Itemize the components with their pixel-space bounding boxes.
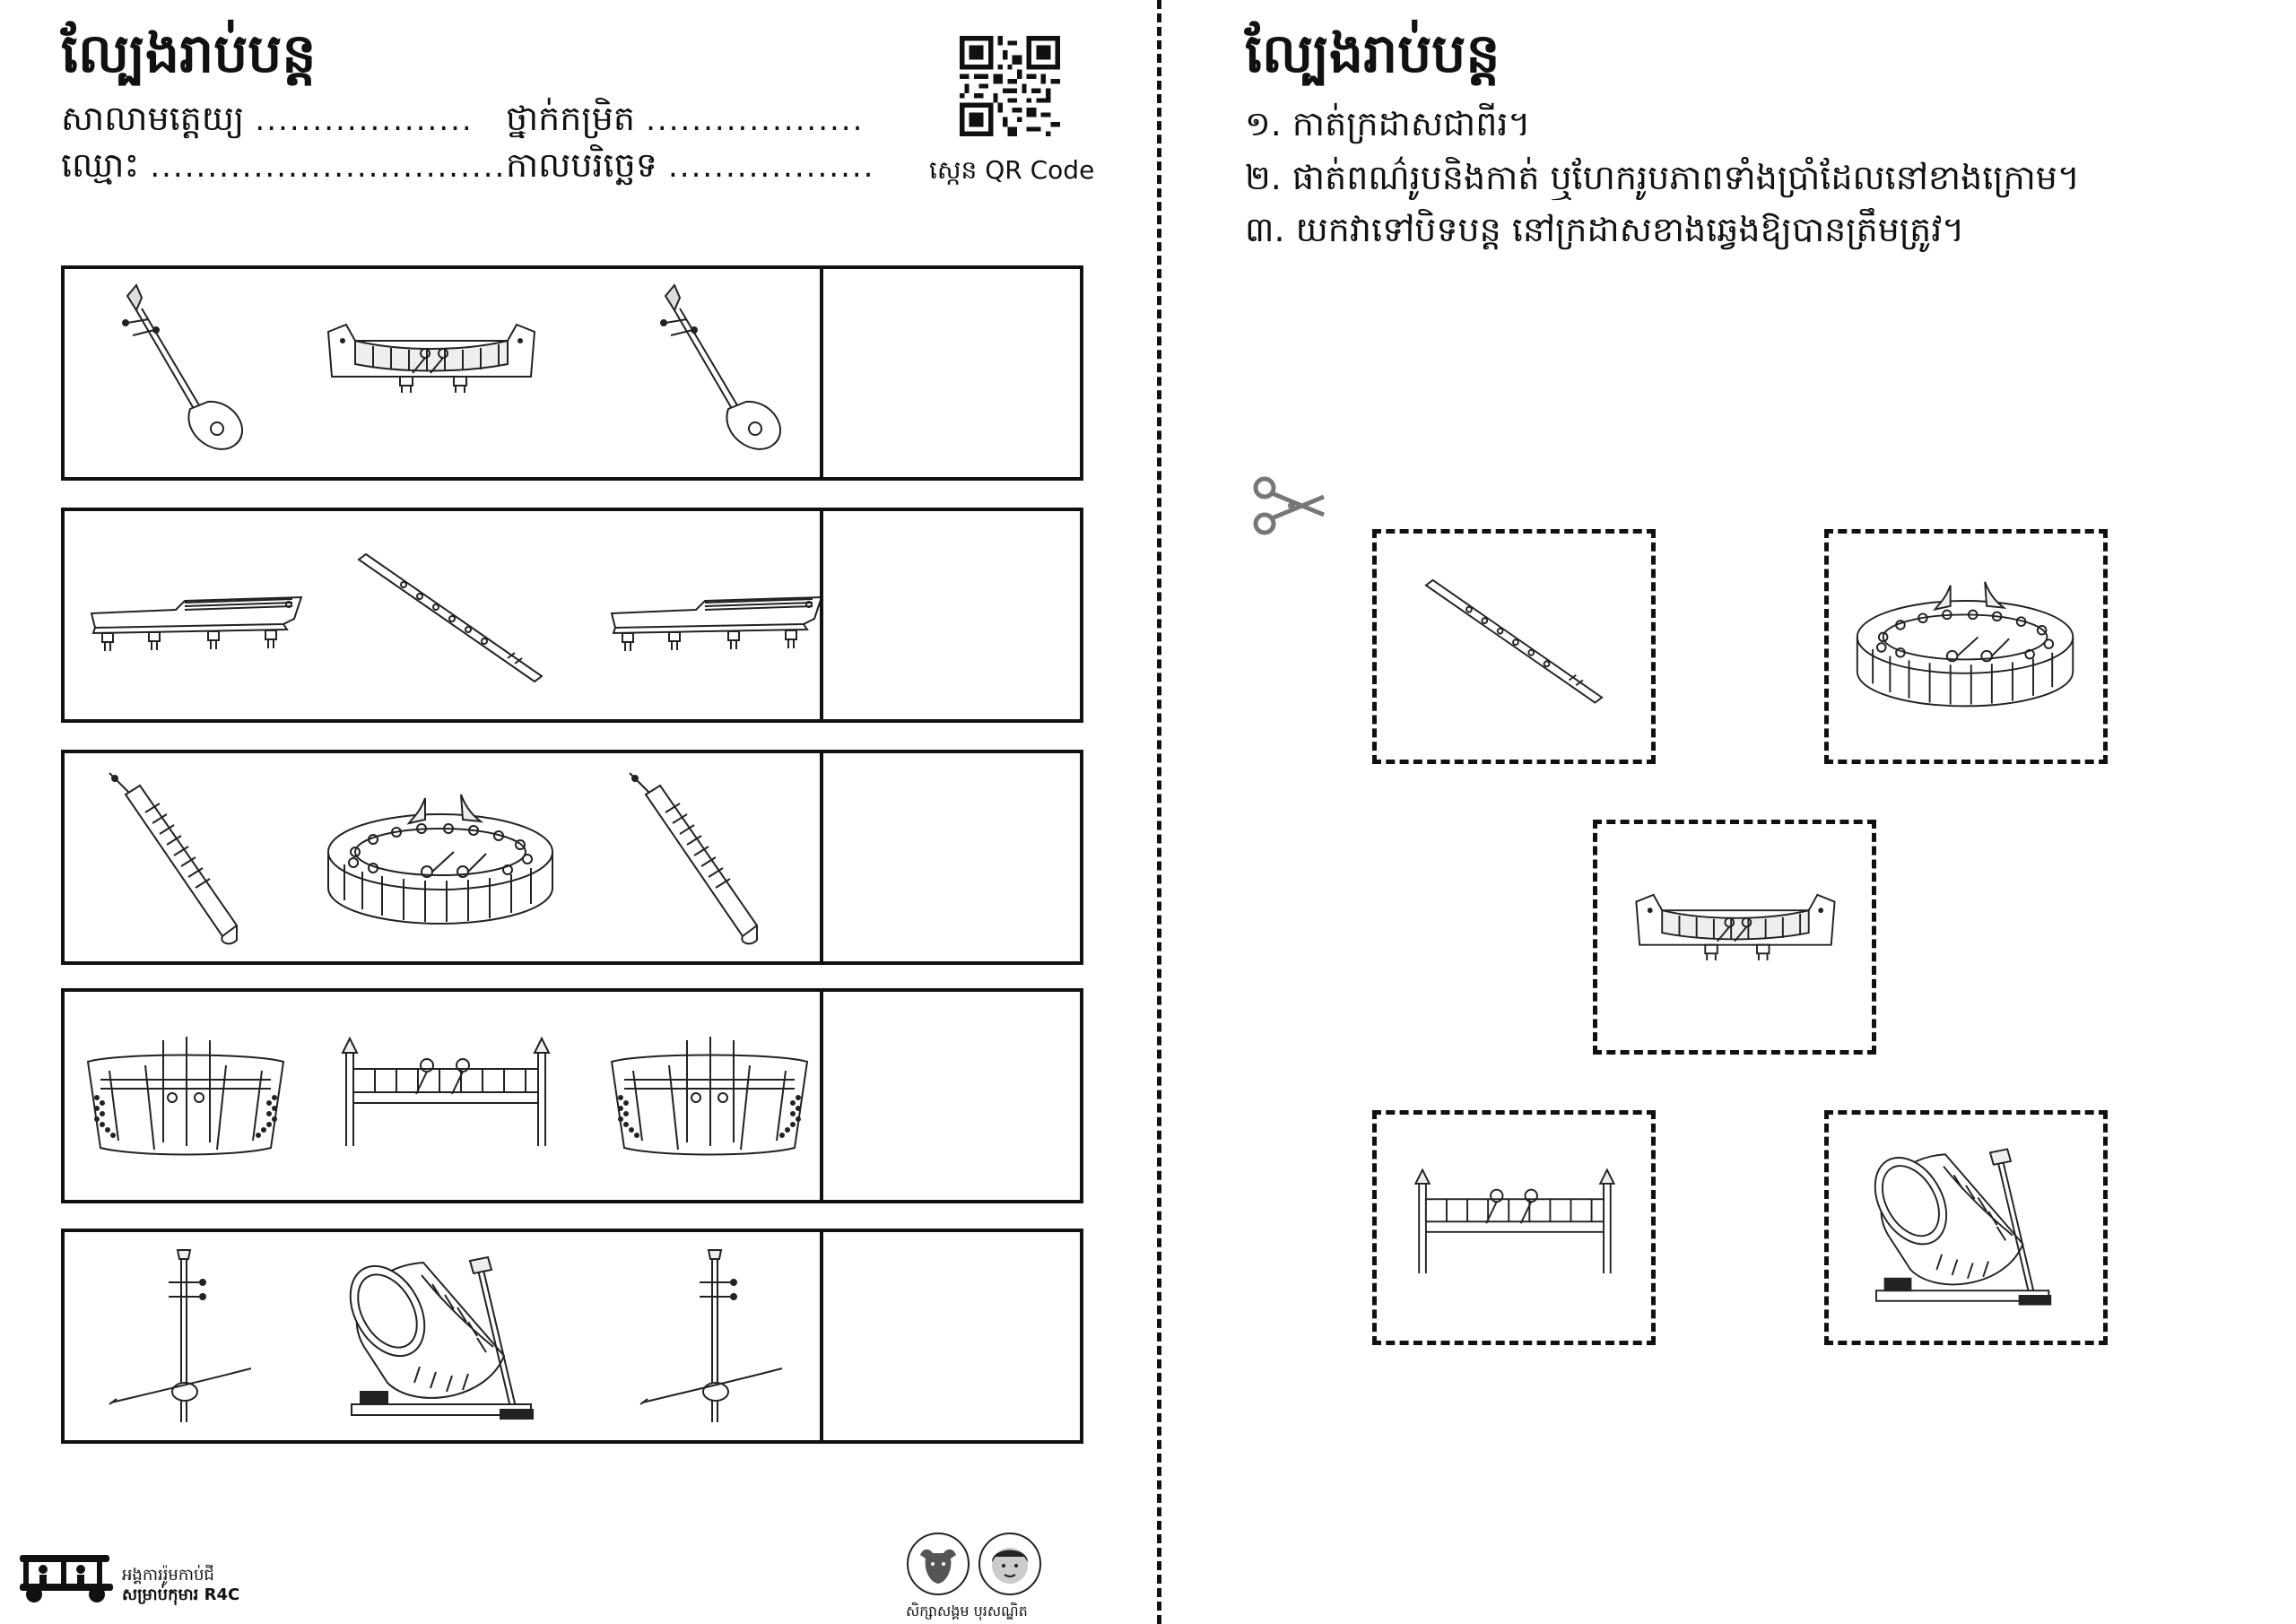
instruction-3: ៣. យកវាទៅបិទបន្ត នៅក្រដាសខាងឆ្វេងឱ្យបានត្រឹមត្រូវ។ (1245, 210, 1965, 249)
name-label: ឈ្មោះ (61, 145, 140, 185)
gong-circle-icon (1829, 534, 2103, 760)
date-dots: .................. (667, 149, 875, 185)
fiddle-icon (100, 768, 253, 947)
cutout-card-barrel-drum[interactable] (1824, 1110, 2108, 1345)
cutout-card-metallophone[interactable] (1372, 1110, 1656, 1345)
cutout-card-xylophone[interactable] (1593, 820, 1876, 1055)
child-face-icon (978, 1532, 1042, 1596)
instruction-1: ១. កាត់ក្រដាសជាពីរ។ (1245, 104, 1531, 143)
lute-icon (639, 283, 791, 463)
pattern-row-1 (61, 265, 1083, 481)
answer-box[interactable] (820, 992, 1080, 1200)
crocodile-zither-icon (86, 583, 310, 673)
left-title: ល្បែងរាប់បន្ត (61, 22, 317, 85)
lute-icon (100, 283, 253, 463)
cutout-card-flute[interactable] (1372, 529, 1656, 764)
answer-box[interactable] (820, 269, 1080, 477)
crocodile-zither-icon (606, 583, 831, 673)
right-title: ល្បែងរាប់បន្ត (1245, 22, 1500, 85)
instruction-2: ២. ផាត់ពណ៌រូបនិងកាត់ ឬហែករូបភាពទាំងប្រាំដែលនៅខាងក្រោម។ (1245, 158, 2080, 197)
flute-icon (350, 551, 547, 685)
pattern-row-4 (61, 988, 1083, 1203)
cut-line (1157, 0, 1161, 1624)
answer-box[interactable] (820, 511, 1080, 719)
qr-code-icon (960, 36, 1060, 136)
fiddle-icon (621, 768, 773, 947)
org-line-2: សម្រាប់កុមារ R4C (122, 1585, 240, 1604)
school-field (61, 97, 474, 147)
barrel-drum-icon (1829, 1115, 2103, 1341)
barrel-drum-icon (334, 1248, 558, 1428)
grade-label: ថ្នាក់កម្រិត (506, 99, 635, 138)
scissors-icon (1252, 473, 1327, 538)
xylophone-icon (319, 314, 544, 421)
two-string-fiddle-icon (104, 1246, 257, 1426)
flute-icon (1377, 534, 1651, 760)
qr-code[interactable] (960, 36, 1060, 136)
org-line-1: អង្គការរ៉ូមកាប់ជី (122, 1566, 214, 1585)
metallophone-icon (334, 1035, 558, 1160)
grade-dots: ................... (646, 102, 865, 138)
name-dots: ................................. (150, 149, 529, 185)
gong-circle-icon (319, 789, 561, 933)
tuk-tuk-icon (16, 1550, 115, 1603)
answer-box[interactable] (820, 753, 1080, 961)
answer-box[interactable] (820, 1232, 1080, 1440)
hammered-dulcimer-icon (606, 1035, 813, 1160)
hammered-dulcimer-icon (83, 1035, 289, 1160)
partner-logo-buffalo (906, 1532, 970, 1596)
xylophone-icon (1597, 824, 1872, 1050)
date-field (506, 143, 875, 194)
partner-logo-caption: សិក្សាសង្គម បុរសណ្ឌិត (906, 1602, 1028, 1620)
two-string-fiddle-icon (635, 1246, 787, 1426)
r4c-logo (16, 1550, 115, 1603)
metallophone-icon (1377, 1115, 1651, 1341)
date-label: កាលបរិច្ឆេទ (506, 145, 657, 185)
qr-label: ស្កេន QR Code (929, 155, 1095, 185)
school-dots: ................... (255, 102, 474, 138)
pattern-row-2 (61, 508, 1083, 723)
grade-field (506, 97, 864, 147)
buffalo-icon (906, 1532, 970, 1596)
cutout-card-gong-circle[interactable] (1824, 529, 2108, 764)
r4c-org-name (122, 1566, 239, 1605)
pattern-row-3 (61, 750, 1083, 965)
pattern-row-5 (61, 1229, 1083, 1444)
partner-logo-child (978, 1532, 1042, 1596)
school-label: សាលាមត្តេយ្យ (61, 99, 245, 138)
name-field (61, 143, 529, 194)
